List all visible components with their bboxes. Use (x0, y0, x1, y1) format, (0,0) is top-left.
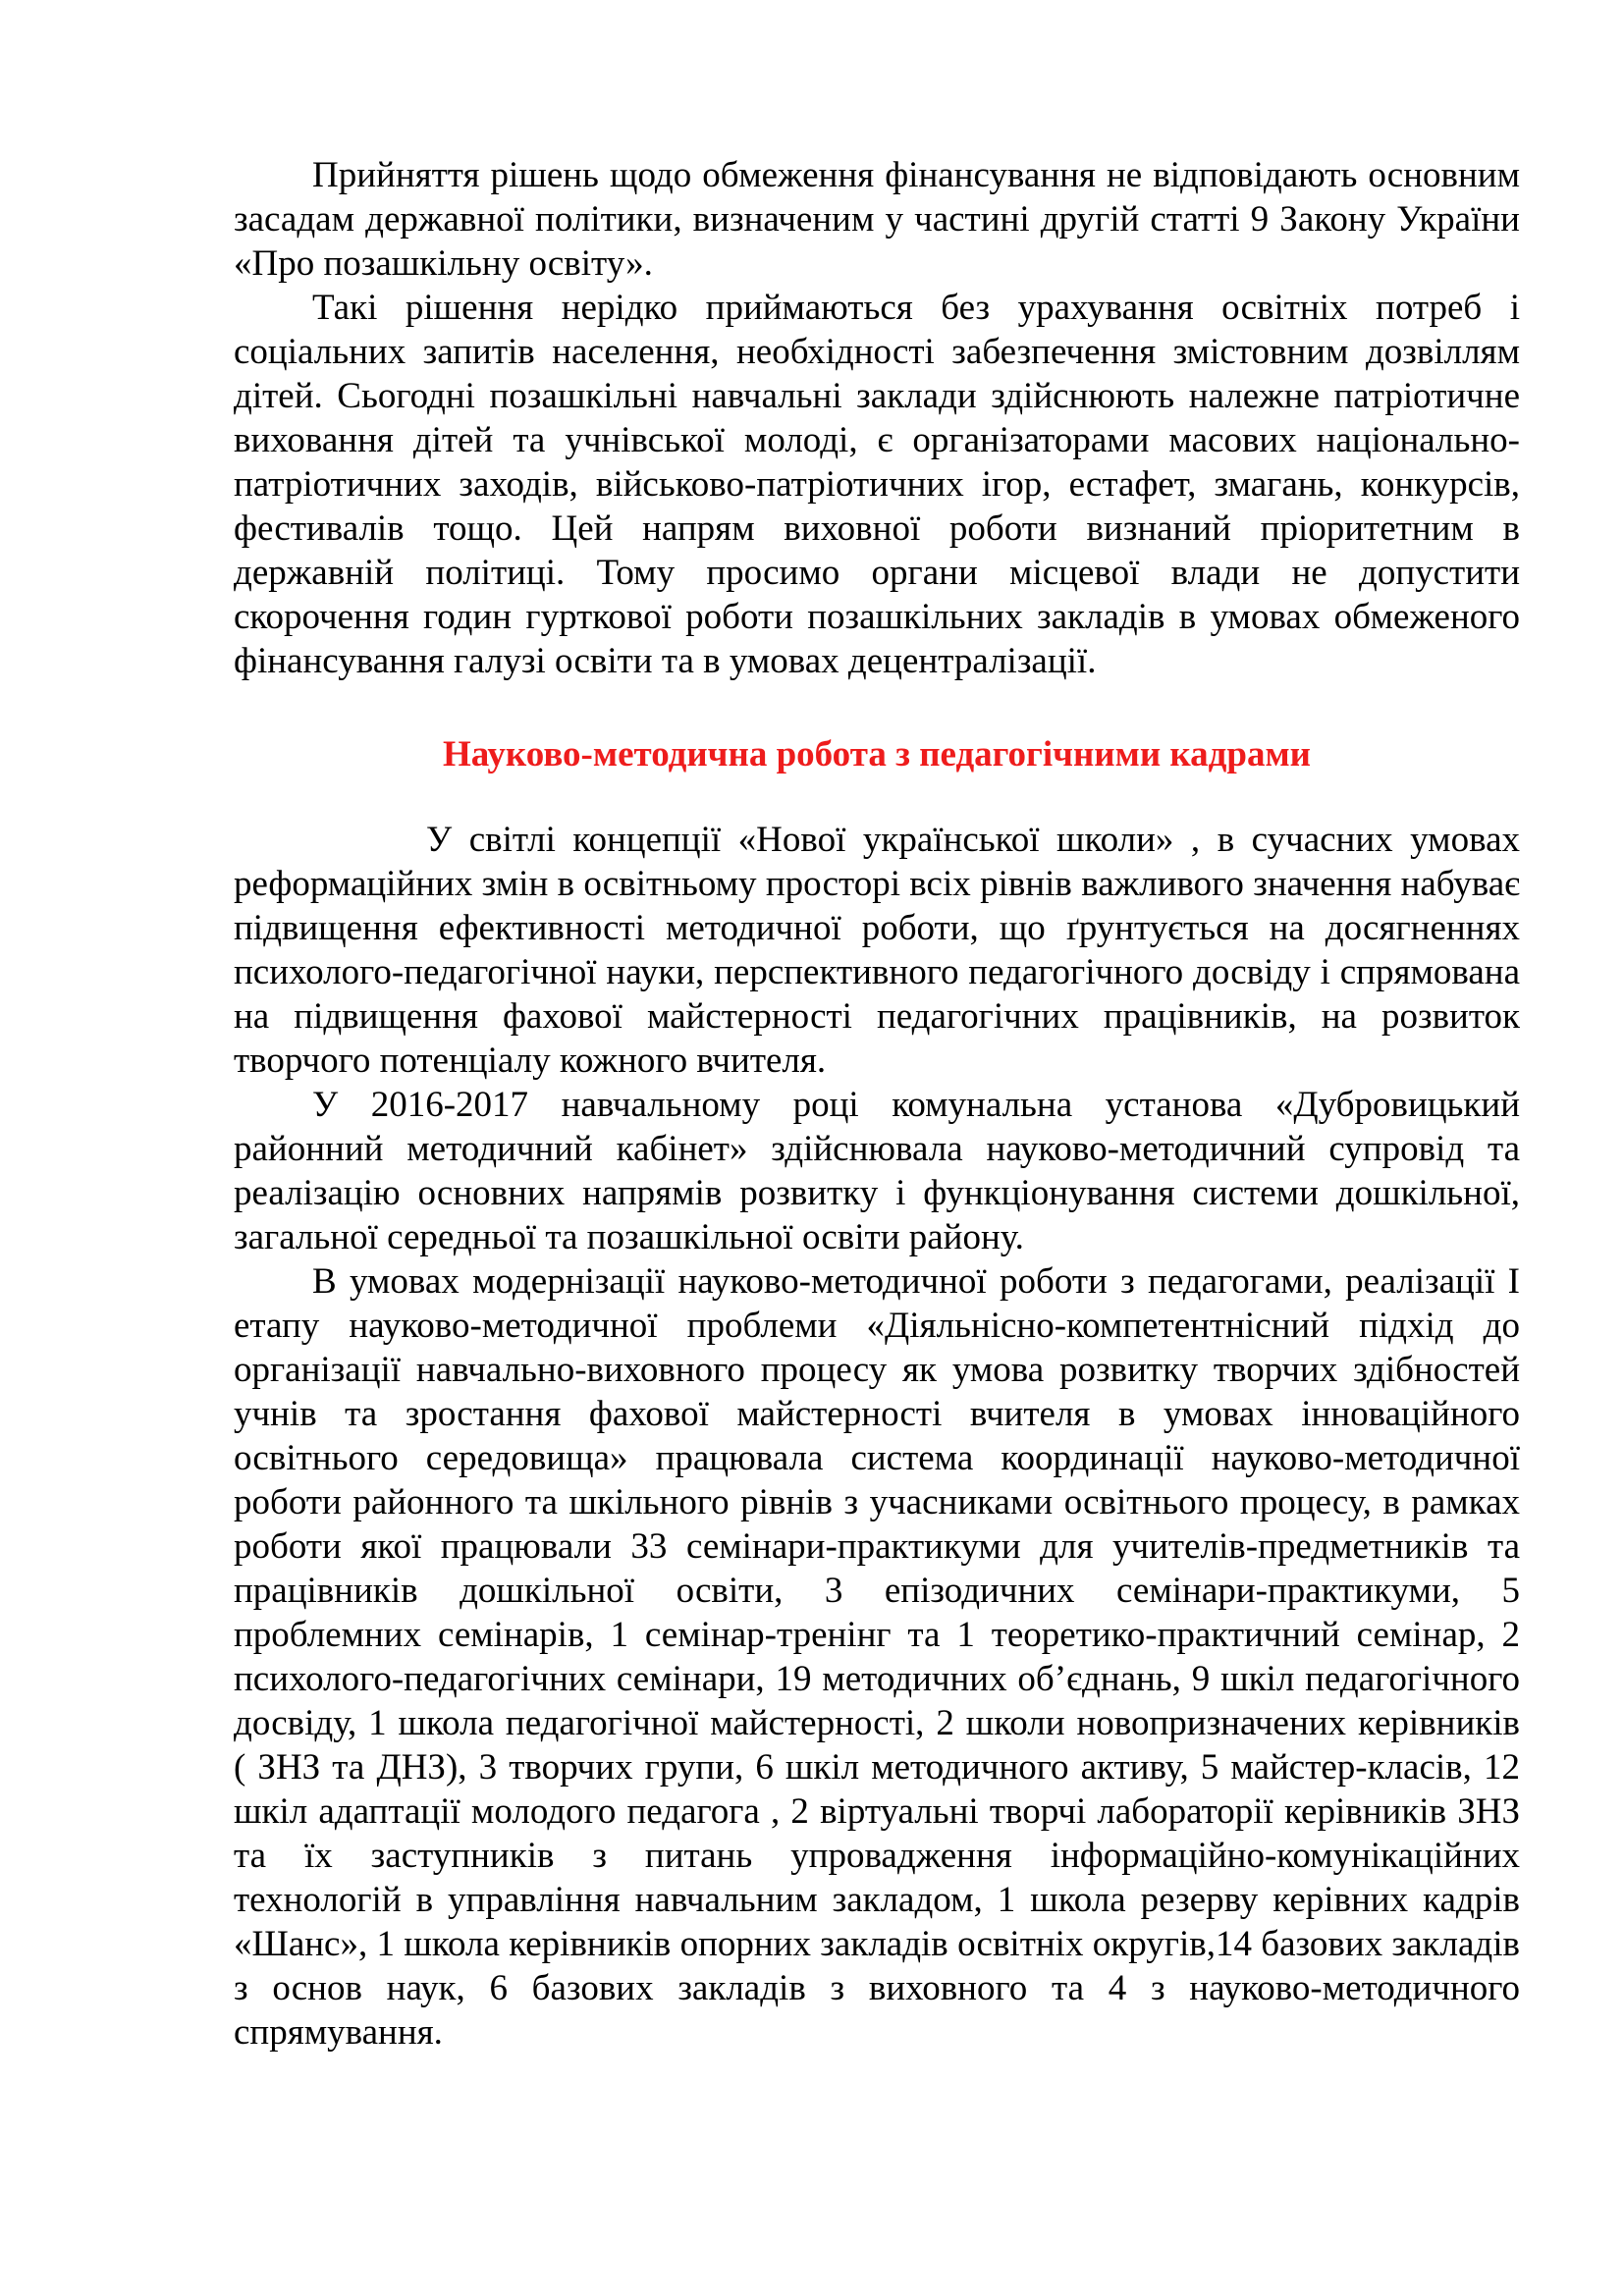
paragraph-new-ukrainian-school: У світлі концепції «Нової української школи» , в сучасних умовах реформаційних змін в освітньому просторі всіх рівнів важливого значення набуває підвищення ефективності методичної роботи, що ґрунтується на досягненнях психолого-педагогічної науки, перспективного педагогічного досвіду і спрямована на підвищення фахової майстерності педагогічних працівників, на розвиток творчого потенціалу кожного вчителя. (234, 820, 1520, 1081)
paragraph-school-year-2016-2017: У 2016-2017 навчальному році комунальна установа «Дубровицький районний методичний кабінет» здійснювала науково-методичний супровід та реалізацію основних напрямів розвитку і функціонування системи дошкільної, загальної середньої та позашкільної освіти району. (234, 1085, 1520, 1257)
section-heading: Науково-методична робота з педагогічними кадрами (443, 734, 1311, 774)
document-page (234, 153, 1520, 2055)
paragraph-decisions-without-needs: Такі рішення нерідко приймаються без урахування освітніх потреб і соціальних запитів населення, необхідності забезпечення змістовним дозвіллям дітей. Сьогодні позашкільні навчальні заклади здійснюють належне патріотичне виховання дітей та учнівської молоді, є організаторами масових національно-патріотичних заходів, військово-патріотичних ігор, естафет, змагань, конкурсів, фестивалів тощо. Цей напрям виховної роботи визнаний пріоритетним в державній політиці. Тому просимо органи місцевої влади не допустити скорочення годин гурткової роботи позашкільних закладів в умовах обмеженого фінансування галузі освіти та в умовах децентралізації. (234, 288, 1520, 681)
paragraph-methodical-system: В умовах модернізації науково-методичної роботи з педагогами, реалізації І етапу науково-методичної проблеми «Діяльнісно-компетентнісний підхід до організації навчально-виховного процесу як умова розвитку творчих здібностей учнів та зростання фахової майстерності вчителя в умовах інноваційного освітнього середовища» працювала система координації науково-методичної роботи районного та шкільного рівнів з учасниками освітнього процесу, в рамках роботи якої працювали 33 семінари-практикуми для учителів-предметників та працівників дошкільної освіти, 3 епізодичних семінари-практикуми, 5 проблемних семінарів, 1 семінар-тренінг та 1 теоретико-практичний семінар, 2 психолого-педагогічних семінари, 19 методичних об’єднань, 9 шкіл педагогічного досвіду, 1 школа педагогічної майстерності, 2 школи новопризначених керівників ( ЗНЗ та ДНЗ), 3 творчих групи, 6 шкіл методичного активу, 5 майстер-класів, 12 шкіл адаптації молодого педагога , 2 віртуальні творчі лабораторії керівників ЗНЗ та їх заступників з питань упровадження інформаційно-комунікаційних технологій в управління навчальним закладом, 1 школа резерву керівних кадрів «Шанс», 1 школа керівників опорних закладів освітніх округів,14 базових закладів з основ наук, 6 базових закладів з виховного та 4 з науково-методичного спрямування. (234, 1261, 1520, 2053)
paragraph-funding-restrictions: Прийняття рішень щодо обмеження фінансування не відповідають основним засадам державної політики, визначеним у частині другій статті 9 Закону України «Про позашкільну освіту». (234, 155, 1520, 284)
